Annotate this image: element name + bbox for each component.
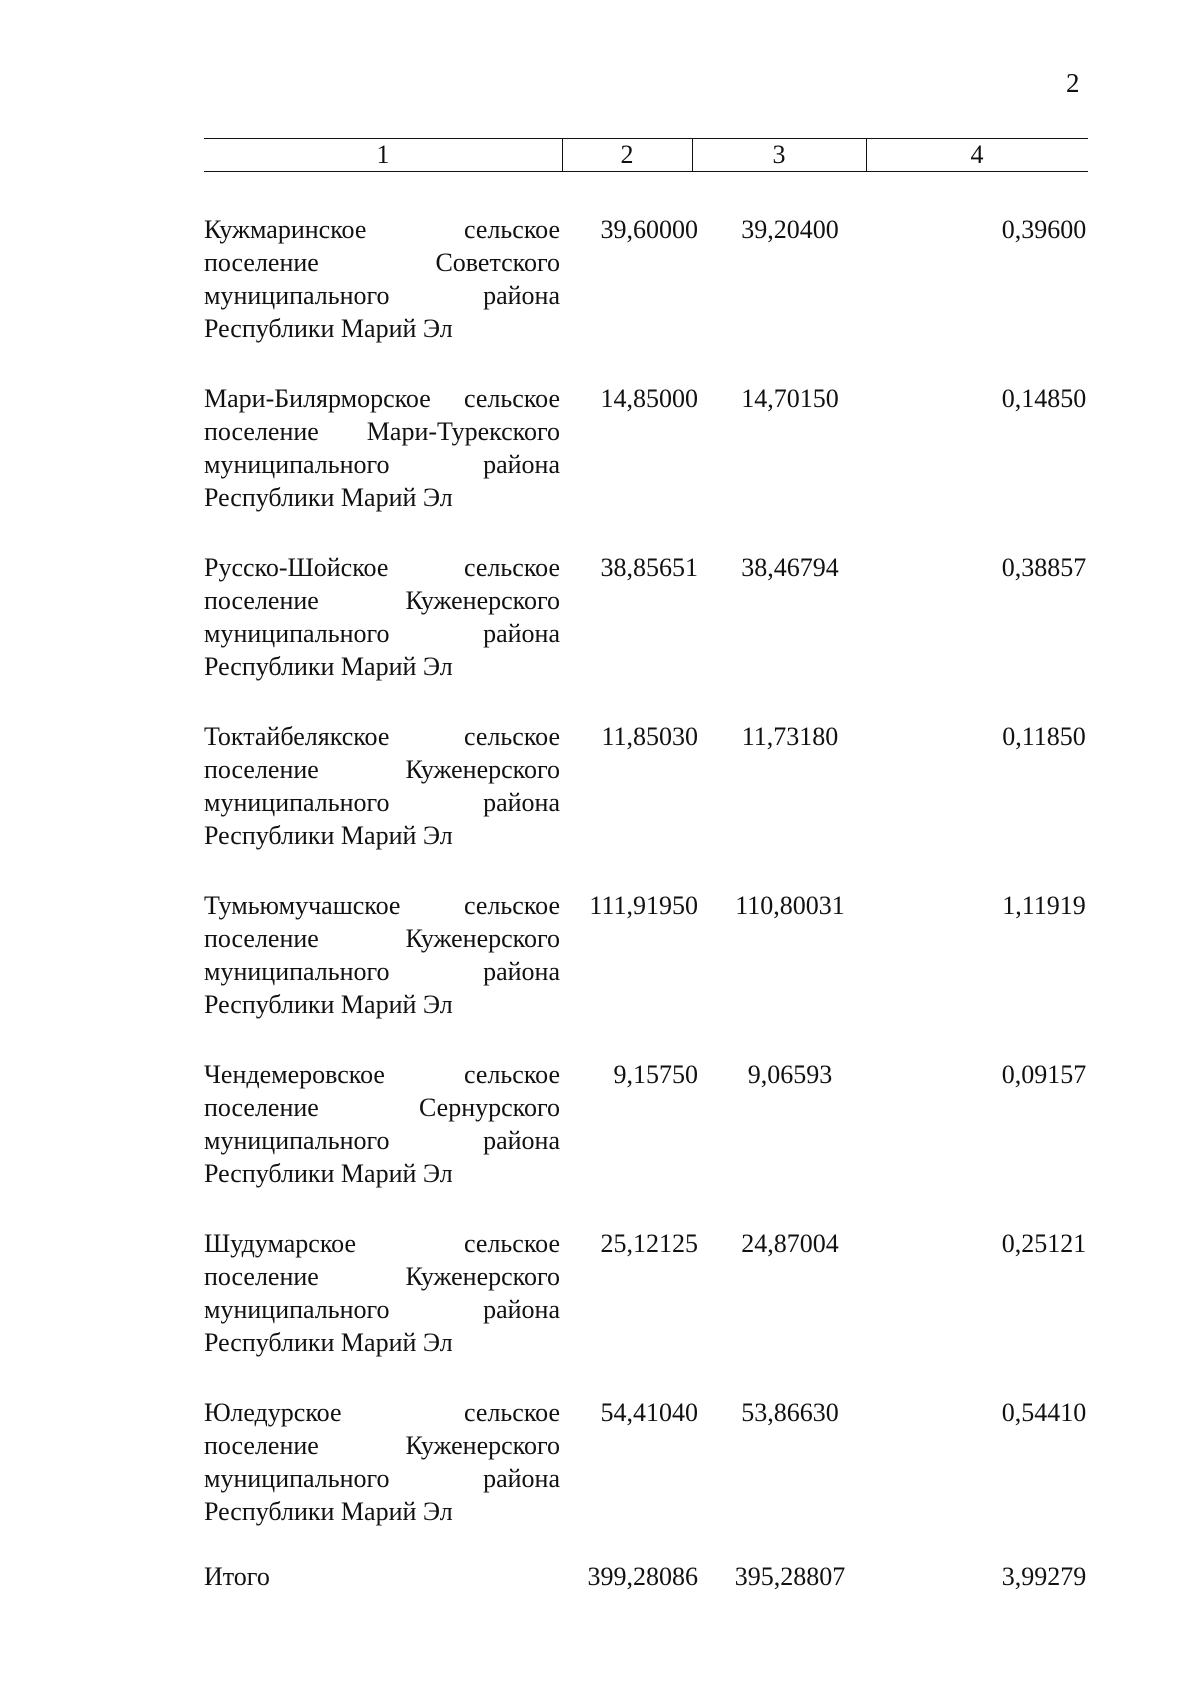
settlement-name-word: Республики Марий Эл xyxy=(204,1159,453,1188)
value-col-4: 1,11919 xyxy=(1002,891,1086,920)
settlement-name-line xyxy=(204,246,560,279)
value-col-2: 111,91950 xyxy=(589,891,698,920)
settlement-name-line xyxy=(204,1495,560,1528)
settlement-name xyxy=(204,1396,560,1528)
settlement-name-word: муниципального xyxy=(204,450,390,479)
settlement-name-word: района xyxy=(483,1464,560,1493)
settlement-name-word: района xyxy=(483,957,560,986)
header-col-4: 4 xyxy=(970,140,984,169)
settlement-name-line xyxy=(204,753,560,786)
settlement-name-word: Куженерского xyxy=(405,586,560,615)
total-label: Итого xyxy=(204,1562,270,1591)
settlement-name-line xyxy=(204,415,560,448)
settlement-name-line xyxy=(204,1326,560,1359)
settlement-name-line xyxy=(204,955,560,988)
value-col-4: 0,25121 xyxy=(1001,1229,1087,1258)
settlement-name-word: муниципального xyxy=(204,619,390,648)
settlement-name-line xyxy=(204,922,560,955)
value-col-3: 9,06593 xyxy=(747,1060,833,1089)
settlement-name-word: муниципального xyxy=(204,1126,390,1155)
settlement-name-word: сельское xyxy=(464,1060,560,1089)
value-col-3: 38,46794 xyxy=(741,553,839,582)
value-col-2: 14,85000 xyxy=(600,384,698,413)
settlement-name-word: Русско-Шойское xyxy=(204,553,389,582)
settlement-name-word: Куженерского xyxy=(405,1262,560,1291)
settlement-name-line xyxy=(204,819,560,852)
settlement-name-line xyxy=(204,312,560,345)
settlement-name-line xyxy=(204,786,560,819)
settlement-name-word: Республики Марий Эл xyxy=(204,314,453,343)
settlement-name-line xyxy=(204,1124,560,1157)
settlement-name-word: сельское xyxy=(464,553,560,582)
settlement-name-line xyxy=(204,1293,560,1326)
settlement-name-word: района xyxy=(483,788,560,817)
value-col-2: 39,60000 xyxy=(600,215,698,244)
settlement-name-word: сельское xyxy=(464,722,560,751)
value-col-4: 0,14850 xyxy=(1001,384,1087,413)
value-col-3: 24,87004 xyxy=(741,1229,839,1258)
settlement-name-word: сельское xyxy=(464,384,560,413)
settlement-name-word: сельское xyxy=(464,891,560,920)
settlement-name xyxy=(204,1227,560,1359)
settlement-name-word: района xyxy=(483,281,560,310)
settlement-name-line xyxy=(204,1462,560,1495)
settlement-name-line xyxy=(204,382,560,415)
header-col-1: 1 xyxy=(204,139,563,171)
settlement-name-word: Куженерского xyxy=(405,1431,560,1460)
settlement-name-line xyxy=(204,1091,560,1124)
settlement-name xyxy=(204,720,560,852)
settlement-name-word: Республики Марий Эл xyxy=(204,821,453,850)
table-header xyxy=(204,138,1088,172)
settlement-name-word: района xyxy=(483,619,560,648)
settlement-name xyxy=(204,213,560,345)
settlement-name-word: Республики Марий Эл xyxy=(204,1497,453,1526)
value-col-4: 0,09157 xyxy=(1001,1060,1087,1089)
settlement-name-line xyxy=(204,988,560,1021)
settlement-name-line xyxy=(204,481,560,514)
settlement-name-line xyxy=(204,1227,560,1260)
settlement-name-word: муниципального xyxy=(204,957,390,986)
settlement-name-line xyxy=(204,448,560,481)
settlement-name-word: муниципального xyxy=(204,1295,390,1324)
value-col-2: 25,12125 xyxy=(600,1229,698,1258)
settlement-name xyxy=(204,1058,560,1190)
settlement-name-word: Чендемеровское xyxy=(204,1060,385,1089)
settlement-name-word: района xyxy=(483,1295,560,1324)
value-col-3: 11,73180 xyxy=(741,722,839,751)
settlement-name-word: Юледурское xyxy=(204,1398,342,1427)
settlement-name-line xyxy=(204,279,560,312)
settlement-name-word: Куженерского xyxy=(405,755,560,784)
settlement-name-word: муниципального xyxy=(204,1464,390,1493)
settlement-name-line xyxy=(204,213,560,246)
settlement-name-word: сельское xyxy=(464,1229,560,1258)
settlement-name-line xyxy=(204,1058,560,1091)
settlement-name-word: поселение xyxy=(204,586,319,615)
settlement-name-word: Республики Марий Эл xyxy=(204,990,453,1019)
total-col-2: 399,28086 xyxy=(587,1562,698,1591)
value-col-3: 53,86630 xyxy=(741,1398,839,1427)
settlement-name-line xyxy=(204,551,560,584)
settlement-name-line xyxy=(204,1157,560,1190)
settlement-name-word: поселение xyxy=(204,1431,319,1460)
settlement-name-word: Сернурского xyxy=(419,1093,560,1122)
settlement-name-word: поселение xyxy=(204,248,319,277)
settlement-name-line xyxy=(204,650,560,683)
value-col-4: 0,54410 xyxy=(1001,1398,1087,1427)
settlement-name-line xyxy=(204,720,560,753)
value-col-4: 0,11850 xyxy=(1002,722,1086,751)
settlement-name-word: Куженерского xyxy=(405,924,560,953)
value-col-2: 38,85651 xyxy=(600,553,698,582)
value-col-3: 39,20400 xyxy=(741,215,839,244)
settlement-name xyxy=(204,551,560,683)
settlement-name-line xyxy=(204,584,560,617)
value-col-3: 110,80031 xyxy=(735,891,845,920)
settlement-name-word: муниципального xyxy=(204,788,390,817)
settlement-name-word: района xyxy=(483,1126,560,1155)
value-col-3: 14,70150 xyxy=(741,384,839,413)
settlement-name-word: Мари-Турекского xyxy=(366,417,560,446)
settlement-name-word: района xyxy=(483,450,560,479)
settlement-name-word: муниципального xyxy=(204,281,390,310)
settlement-name-word: Шудумарское xyxy=(204,1229,357,1258)
settlement-name-line xyxy=(204,1260,560,1293)
total-col-4: 3,99279 xyxy=(1001,1562,1087,1591)
settlement-name xyxy=(204,382,560,514)
value-col-4: 0,38857 xyxy=(1001,553,1087,582)
value-col-2: 9,15750 xyxy=(613,1060,698,1089)
settlement-name xyxy=(204,889,560,1021)
total-col-3: 395,28807 xyxy=(734,1562,846,1591)
settlement-name-line xyxy=(204,889,560,922)
settlement-name-word: Республики Марий Эл xyxy=(204,1328,453,1357)
settlement-name-word: Республики Марий Эл xyxy=(204,483,453,512)
value-col-2: 11,85030 xyxy=(601,722,698,751)
settlement-name-word: Кужмаринское xyxy=(204,215,367,244)
settlement-name-word: поселение xyxy=(204,755,319,784)
header-col-2: 2 xyxy=(562,139,693,171)
value-col-4: 0,39600 xyxy=(1001,215,1087,244)
page-number: 2 xyxy=(1066,68,1080,98)
settlement-name-word: сельское xyxy=(464,215,560,244)
settlement-name-word: поселение xyxy=(204,1093,319,1122)
settlement-name-line xyxy=(204,617,560,650)
value-col-2: 54,41040 xyxy=(600,1398,698,1427)
settlement-name-line xyxy=(204,1429,560,1462)
settlement-name-line xyxy=(204,1396,560,1429)
settlement-name-word: Тумьюмучашское xyxy=(204,891,401,920)
header-col-3: 3 xyxy=(692,139,867,171)
settlement-name-word: поселение xyxy=(204,1262,319,1291)
settlement-name-word: поселение xyxy=(204,924,319,953)
settlement-name-word: Советского xyxy=(435,248,560,277)
settlement-name-word: поселение xyxy=(204,417,319,446)
settlement-name-word: Токтайбелякское xyxy=(204,722,390,751)
settlement-name-word: сельское xyxy=(464,1398,560,1427)
settlement-name-word: Мари-Билярморское xyxy=(204,384,431,413)
settlement-name-word: Республики Марий Эл xyxy=(204,652,453,681)
